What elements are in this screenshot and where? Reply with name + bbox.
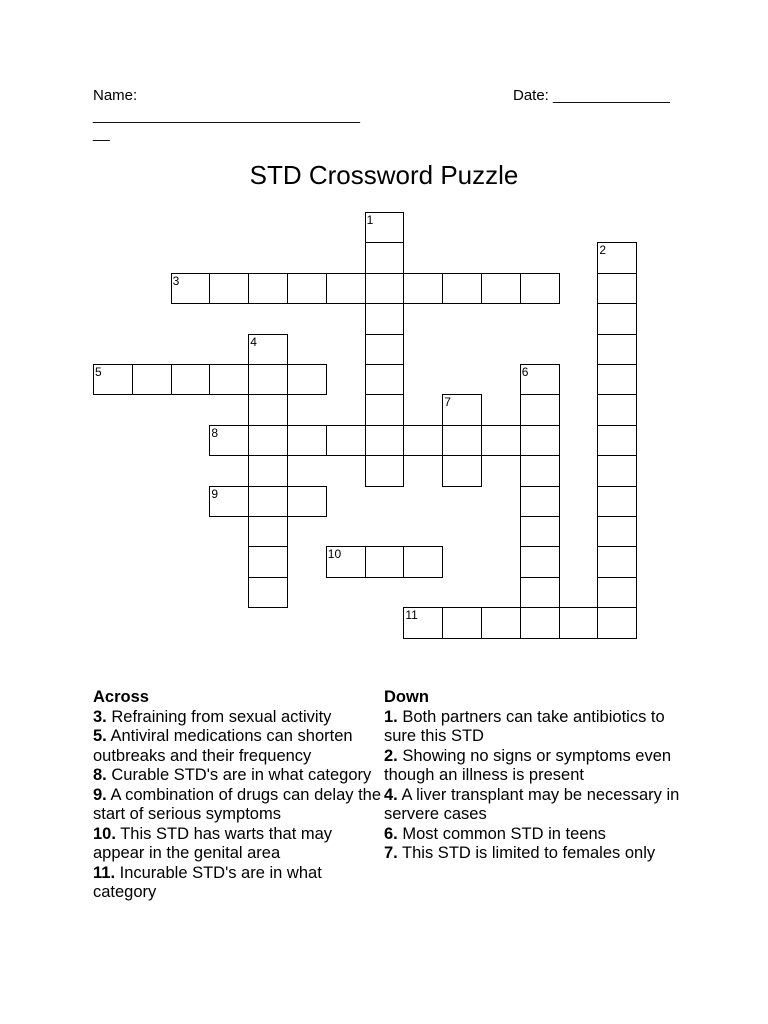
crossword-cell[interactable]	[365, 334, 405, 365]
clue-item	[384, 825, 684, 845]
crossword-cell[interactable]	[481, 425, 521, 456]
crossword-cell[interactable]	[365, 212, 405, 243]
clue-item	[93, 766, 383, 786]
crossword-cell[interactable]	[365, 394, 405, 425]
crossword-cell[interactable]	[248, 577, 288, 608]
clue-item	[384, 786, 684, 825]
clue-number: 9.	[93, 785, 107, 804]
clue-number-label: 10	[327, 547, 342, 562]
crossword-cell[interactable]	[481, 607, 521, 638]
crossword-cell[interactable]	[365, 273, 405, 304]
crossword-cell[interactable]	[597, 546, 637, 577]
crossword-cell[interactable]	[326, 546, 366, 577]
crossword-cell[interactable]	[597, 364, 637, 395]
clue-item	[93, 864, 383, 903]
crossword-cell[interactable]	[248, 334, 288, 365]
clue-item	[93, 727, 383, 766]
crossword-cell[interactable]	[248, 455, 288, 486]
crossword-cell[interactable]	[248, 425, 288, 456]
crossword-cell[interactable]	[287, 425, 327, 456]
crossword-cell[interactable]	[481, 273, 521, 304]
clue-text: A combination of drugs can delay the start of serious symptoms	[93, 785, 382, 823]
clue-number: 8.	[93, 766, 107, 784]
crossword-cell[interactable]	[520, 577, 560, 608]
crossword-cell[interactable]	[326, 425, 366, 456]
name-label: Name:	[93, 87, 138, 104]
crossword-cell[interactable]	[442, 425, 482, 456]
crossword-cell[interactable]	[520, 425, 560, 456]
page-title: STD Crossword Puzzle	[249, 160, 519, 190]
crossword-cell[interactable]	[442, 273, 482, 304]
crossword-cell[interactable]	[597, 486, 637, 517]
clue-number-label: 11	[405, 608, 418, 623]
crossword-cell[interactable]	[171, 364, 211, 395]
crossword-cell[interactable]	[248, 364, 288, 395]
crossword-cell[interactable]	[597, 394, 637, 425]
clue-number: 5.	[93, 727, 107, 745]
crossword-cell[interactable]	[442, 455, 482, 486]
clue-text: Most common STD in teens	[397, 824, 606, 843]
clue-text: Antiviral medications can shorten outbreaks and their frequency	[93, 727, 353, 765]
crossword-cell[interactable]	[403, 607, 443, 638]
crossword-cell[interactable]	[209, 273, 249, 304]
clue-number-label: 1	[366, 213, 374, 227]
crossword-cell[interactable]	[287, 364, 327, 395]
clue-number-label: 7	[444, 395, 451, 410]
crossword-cell[interactable]	[520, 486, 560, 517]
clue-text: This STD is limited to females only	[397, 844, 656, 862]
clue-text: Showing no signs or symptoms even though an illness is present	[384, 746, 672, 784]
crossword-cell[interactable]	[287, 486, 327, 517]
clue-item	[384, 844, 684, 864]
crossword-cell[interactable]	[520, 273, 560, 304]
crossword-cell[interactable]	[248, 394, 288, 425]
date-field: Date: ______________	[513, 87, 670, 104]
clue-item	[384, 747, 684, 786]
crossword-cell[interactable]	[559, 607, 599, 638]
crossword-cell[interactable]	[248, 486, 288, 517]
crossword-cell[interactable]	[520, 394, 560, 425]
crossword-cell[interactable]	[520, 364, 560, 395]
crossword-cell[interactable]	[597, 242, 637, 273]
crossword-cell[interactable]	[520, 607, 560, 638]
clue-number-label: 2	[599, 243, 607, 258]
crossword-cell[interactable]	[365, 546, 405, 577]
crossword-cell[interactable]	[248, 273, 288, 304]
crossword-cell[interactable]	[132, 364, 172, 395]
crossword-cell[interactable]	[520, 546, 560, 577]
clue-number: 2.	[384, 746, 398, 765]
crossword-cell[interactable]	[597, 455, 637, 486]
clue-number-label: 4	[250, 334, 257, 349]
across-clues	[93, 688, 383, 903]
crossword-cell[interactable]	[365, 455, 405, 486]
crossword-cell[interactable]	[365, 303, 405, 334]
crossword-cell[interactable]	[287, 273, 327, 304]
clue-text: A liver transplant may be necessary in servere cases	[384, 785, 680, 823]
clue-item	[93, 708, 383, 728]
clue-number: 7.	[384, 844, 398, 862]
crossword-cell[interactable]	[597, 303, 637, 334]
crossword-cell[interactable]	[597, 577, 637, 608]
clue-number: 4.	[384, 785, 398, 804]
down-heading: Down	[384, 688, 429, 706]
crossword-cell[interactable]	[597, 273, 637, 304]
crossword-cell[interactable]	[365, 364, 405, 395]
crossword-cell[interactable]	[597, 425, 637, 456]
crossword-cell[interactable]	[520, 516, 560, 547]
clue-number: 11.	[93, 863, 116, 882]
crossword-cell[interactable]	[209, 364, 249, 395]
clue-number-label: 5	[95, 365, 102, 379]
clue-item	[93, 825, 383, 864]
crossword-cell[interactable]	[93, 364, 133, 395]
crossword-cell[interactable]	[171, 273, 211, 304]
crossword-cell[interactable]	[248, 546, 288, 577]
crossword-cell[interactable]	[248, 516, 288, 547]
clue-number-label: 8	[211, 425, 219, 440]
down-clues	[384, 688, 684, 864]
crossword-cell[interactable]	[442, 394, 482, 425]
crossword-cell[interactable]	[597, 516, 637, 547]
crossword-cell[interactable]	[442, 607, 482, 638]
clue-number: 10.	[93, 824, 116, 843]
crossword-cell[interactable]	[520, 455, 560, 486]
across-heading: Across	[93, 688, 149, 706]
crossword-cell[interactable]	[365, 242, 405, 273]
clue-number: 6.	[384, 824, 398, 843]
crossword-cell[interactable]	[597, 334, 637, 365]
clue-item	[93, 786, 383, 825]
crossword-cell[interactable]	[403, 273, 443, 304]
crossword-cell[interactable]	[365, 425, 405, 456]
crossword-cell[interactable]	[597, 607, 637, 638]
clue-number: 3.	[93, 707, 107, 726]
name-line-continuation: __	[93, 125, 110, 142]
clue-number-label: 6	[521, 365, 529, 379]
clue-text: Curable STD's are in what category	[106, 766, 372, 784]
clue-text: Refraining from sexual activity	[106, 707, 332, 726]
clue-number-label: 9	[211, 486, 219, 501]
clue-text: Incurable STD's are in what category	[93, 863, 322, 901]
clue-text: Both partners can take antibiotics to sure this STD	[384, 707, 665, 745]
clue-number-label: 3	[172, 273, 180, 288]
crossword-cell[interactable]	[326, 273, 366, 304]
clue-number: 1.	[384, 707, 398, 726]
crossword-cell[interactable]	[209, 486, 249, 517]
crossword-cell[interactable]	[403, 546, 443, 577]
clue-text: This STD has warts that may appear in the genital area	[93, 824, 333, 862]
crossword-cell[interactable]	[209, 425, 249, 456]
clue-item	[384, 708, 684, 747]
name-line: ________________________________	[93, 107, 360, 124]
crossword-cell[interactable]	[403, 425, 443, 456]
